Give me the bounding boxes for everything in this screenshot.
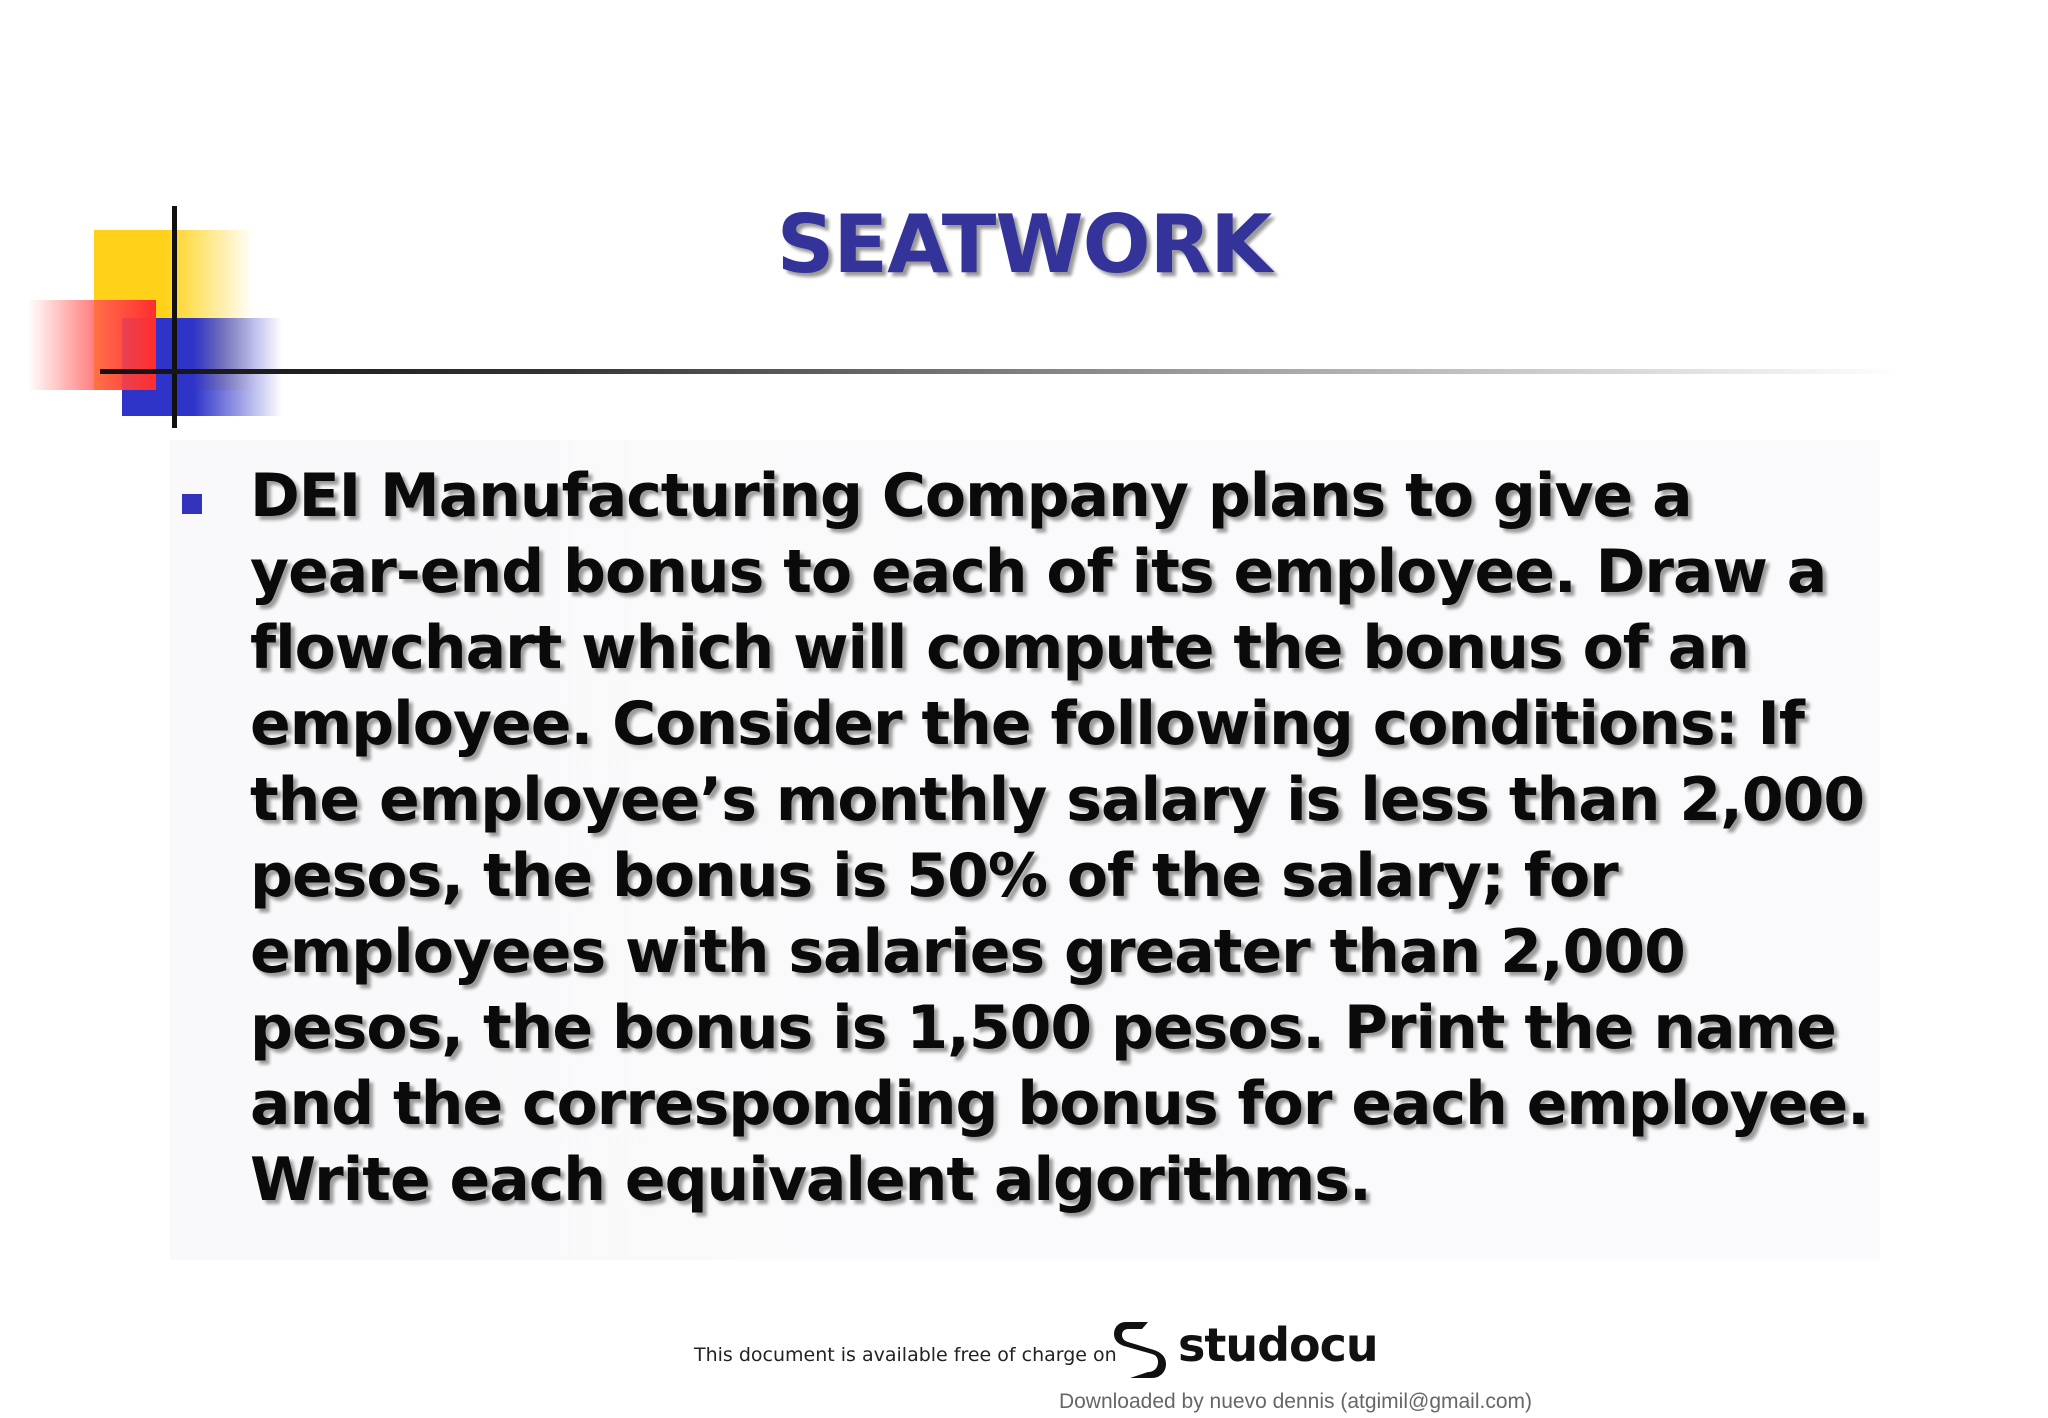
slide-title: SEATWORK (776, 198, 1272, 291)
red-square-shape (28, 300, 156, 390)
studocu-logo-icon[interactable] (1108, 1318, 1172, 1382)
studocu-brand-link[interactable]: studocu (1178, 1318, 1378, 1372)
slide-content (170, 440, 1880, 1260)
download-attribution: Downloaded by nuevo dennis (atgimil@gmail.com) (1058, 1390, 1532, 1413)
square-bullet-icon (182, 494, 202, 514)
document-footer (0, 1318, 2048, 1418)
availability-note: This document is available free of charge on (694, 1344, 1117, 1366)
seatwork-prompt-text: DEI Manufacturing Company plans to give a year-end bonus to each of its employee. Draw a flowchart which will compute the bonus of an employee. Consider the following conditions: If the employee’s monthly salary is less than 2,000 pesos, the bonus is 50% of the salary; for employees with salaries greater than 2,000 pesos, the bonus is 1,500 pesos. Print the name and the corresponding bonus for each employee. Write each equivalent algorithms. (250, 461, 1869, 1215)
title-underline-rule (100, 369, 1900, 374)
